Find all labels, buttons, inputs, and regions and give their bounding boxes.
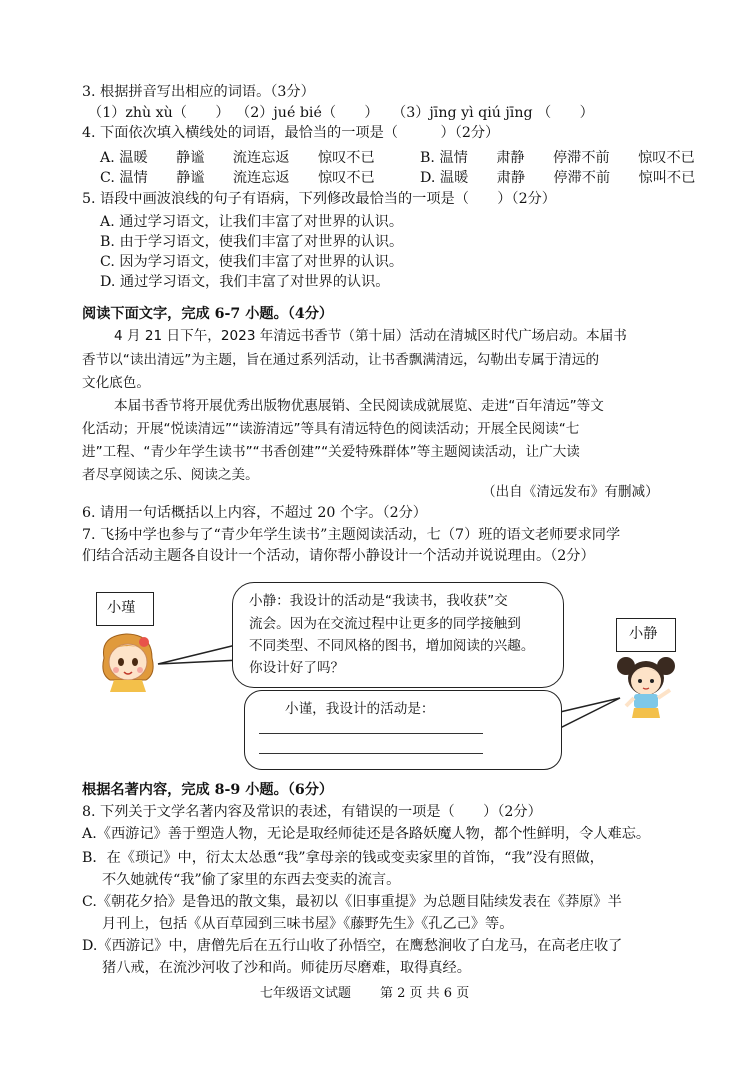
answer-line-2[interactable]: [259, 753, 483, 754]
q5-option-a: A. 通过学习语文，让我们丰富了对世界的认识。: [100, 214, 404, 230]
q4-option-b: B. 温情 肃静 停滞不前 惊叹不已: [420, 150, 695, 166]
q5-stem: 5. 语段中画波浪线的句子有语病，下列修改最恰当的一项是（ ）（2分）: [82, 191, 556, 207]
q3-item-1: （1）zhù xù（ ）: [88, 105, 230, 121]
passage-p2-line2: 化活动；开展“悦读清远”“读游清远”等具有清远特色的阅读活动；开展全民阅读“七: [82, 421, 580, 437]
bubble2-tail: [560, 698, 620, 728]
q8-option-c-line2: 月刊上，包括《从百草园到三味书屋》《藤野先生》《孔乙己》等。: [102, 916, 514, 932]
q6-stem: 6. 请用一句话概括以上内容，不超过 20 个字。（2分）: [82, 505, 427, 521]
q8-option-b-line1: B．在《琐记》中，衍太太怂恿“我”拿母亲的钱或变卖家里的首饰，“我”没有照做，: [82, 850, 604, 866]
footer-page-number: 第 2 页 共 6 页: [380, 986, 470, 1001]
speech-bubble-2: [244, 690, 562, 770]
q7-stem-line2: 们结合活动主题各自设计一个活动，请你帮小静设计一个活动并说说理由。（2分）: [82, 548, 595, 564]
bubble1-tail: [158, 644, 240, 664]
footer-subject: 七年级语文试题: [260, 986, 352, 1001]
q8-stem: 8. 下列关于文学名著内容及常识的表述，有错误的一项是（ ）（2分）: [82, 804, 542, 820]
bubble1-line3: 不同类型、不同风格的图书，增加阅读的兴趣。: [249, 638, 535, 654]
q4-stem: 4. 下面依次填入横线处的词语，最恰当的一项是（ ）（2分）: [82, 125, 500, 141]
q3-item-3: （3）jīng yì qiú jīng （ ）: [392, 105, 594, 121]
q8-option-b-line2: 不久她就传“我”偷了家里的东西去变卖的流言。: [102, 872, 401, 888]
answer-line-1[interactable]: [259, 733, 483, 734]
q8-option-c-line1: C.《朝花夕拾》是鲁迅的散文集，最初以《旧事重提》为总题目陆续发表在《莽原》半: [82, 894, 622, 910]
passage-source: （出自《清远发布》有删减）: [482, 484, 659, 500]
passage-p2-line3: 进”工程、“青少年学生读书”“书香创建”“关爱特殊群体”等主题阅读活动，让广大读: [82, 444, 580, 460]
q4-option-c: C. 温情 静谧 流连忘返 惊叹不已: [100, 170, 375, 186]
q4-option-d: D. 温暖 肃静 停滞不前 惊叫不已: [420, 170, 696, 186]
bubble1-line2: 流会。因为在交流过程中让更多的同学接触到: [249, 616, 521, 632]
passage-p1-line3: 文化底色。: [82, 375, 150, 391]
reading-heading: 阅读下面文字，完成 6-7 小题。（4分）: [82, 306, 334, 322]
left-name-label: 小瑾: [107, 600, 136, 616]
q5-option-b: B. 由于学习语文，使我们丰富了对世界的认识。: [100, 234, 404, 250]
q3-stem: 3. 根据拼音写出相应的词语。（3分）: [82, 84, 315, 100]
passage-p1-line1: 4 月 21 日下午，2023 年清远书香节（第十届）活动在清城区时代广场启动。本届书: [114, 328, 627, 344]
bubble2-prompt: 小谨，我设计的活动是：: [285, 701, 435, 717]
q5-option-d: D. 通过学习语文，我们丰富了对世界的认识。: [100, 274, 390, 290]
bubble1-line1: 小静：我设计的活动是“我读书，我收获”交: [249, 593, 508, 609]
passage-p1-line2: 香节以“读出清远”为主题，旨在通过系列活动，让书香飘满清远，勾勒出专属于清远的: [82, 352, 600, 368]
q5-option-c: C. 因为学习语文，使我们丰富了对世界的认识。: [100, 254, 404, 270]
q4-option-a: A. 温暖 静谧 流连忘返 惊叹不已: [100, 150, 375, 166]
bubble1-line4: 你设计好了吗？: [249, 660, 345, 676]
speech-bubble-1: [232, 582, 564, 688]
q8-option-a: A.《西游记》善于塑造人物，无论是取经师徒还是各路妖魔人物，都个性鲜明，令人难忘。: [82, 826, 651, 842]
girl-xiaojin-icon: [96, 628, 162, 692]
passage-p2-line1: 本届书香节将开展优秀出版物优惠展销、全民阅读成就展览、走进“百年清远”等文: [114, 398, 604, 414]
girl-xiaojing-icon: [614, 654, 678, 724]
q7-stem-line1: 7. 飞扬中学也参与了“青少年学生读书”主题阅读活动，七（7）班的语文老师要求同学: [82, 527, 621, 543]
q8-option-d-line1: D.《西游记》中，唐僧先后在五行山收了孙悟空，在鹰愁涧收了白龙马，在高老庄收了: [82, 938, 623, 954]
q8-option-d-line2: 猪八戒，在流沙河收了沙和尚。师徒历尽磨难，取得真经。: [102, 960, 471, 976]
passage-p2-line4: 者尽享阅读之乐、阅读之美。: [82, 467, 259, 483]
classics-heading: 根据名著内容，完成 8-9 小题。（6分）: [82, 782, 334, 798]
right-name-label: 小静: [629, 626, 658, 642]
q3-item-2: （2）jué bié（ ）: [236, 105, 379, 121]
